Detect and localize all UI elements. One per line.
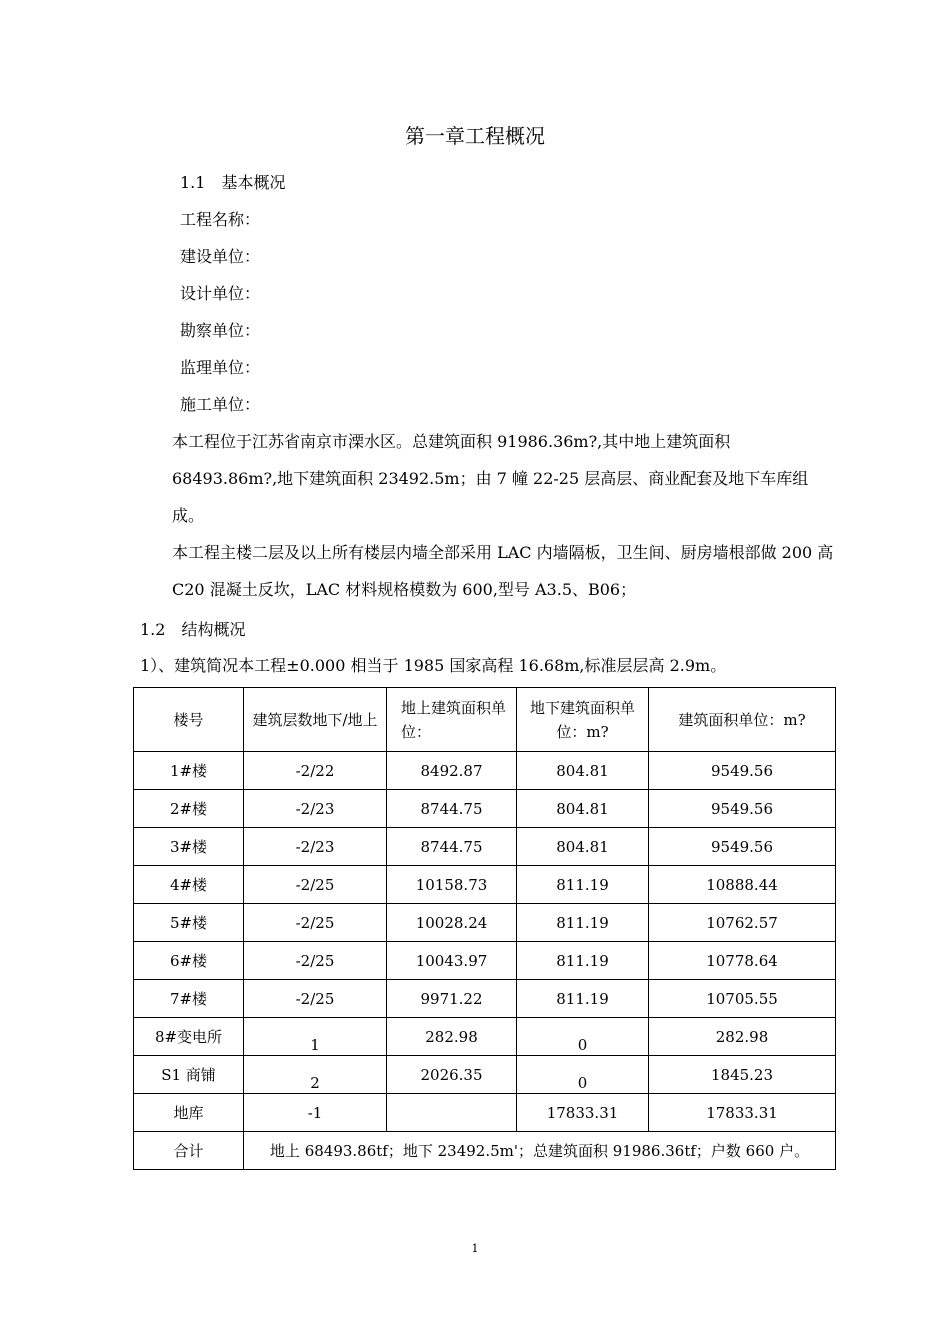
page-title: 第一章工程概况 (405, 124, 545, 148)
table-cell: -2/25 (244, 942, 387, 980)
field-construction-unit: 建设单位： (180, 247, 261, 266)
table-cell (244, 1018, 387, 1056)
header-cell: 楼号 (134, 688, 244, 752)
table-row (134, 866, 836, 904)
table-cell: 2#楼 (134, 790, 244, 828)
field-design-unit: 设计单位： (180, 284, 261, 303)
table-cell: 6#楼 (134, 942, 244, 980)
table-cell: 10705.55 (649, 980, 836, 1018)
paragraph-project-location (140, 423, 840, 534)
table-cell: 282.98 (387, 1018, 517, 1056)
header-cell: 地上建筑面积单位： (387, 688, 517, 752)
table-cell (387, 1094, 517, 1132)
page-number: 1 (471, 1242, 479, 1255)
header-cell: 建筑面积单位：m? (649, 688, 836, 752)
table-cell: 10888.44 (649, 866, 836, 904)
table-cell: 811.19 (517, 980, 649, 1018)
table-cell: -2/25 (244, 904, 387, 942)
table-cell: 9971.22 (387, 980, 517, 1018)
table-cell-value: 1 (310, 1035, 320, 1054)
table-cell: 10043.97 (387, 942, 517, 980)
table-cell (517, 1018, 649, 1056)
table-cell: -1 (244, 1094, 387, 1132)
paragraph-wall-material (140, 534, 840, 608)
table-cell: 811.19 (517, 866, 649, 904)
table-cell: 3#楼 (134, 828, 244, 866)
table-row (134, 752, 836, 790)
building-area-table (133, 687, 836, 1170)
table-cell: 804.81 (517, 752, 649, 790)
table-cell: 10762.57 (649, 904, 836, 942)
table-row (134, 828, 836, 866)
table-cell: -2/22 (244, 752, 387, 790)
table-cell: 9549.56 (649, 790, 836, 828)
table-cell: 811.19 (517, 942, 649, 980)
table-cell: 地库 (134, 1094, 244, 1132)
paragraph-elevation: 1）、建筑简况本工程±0.000 相当于 1985 国家高程 16.68m,标准层层高 2.9m。 (140, 656, 727, 675)
table-row (134, 980, 836, 1018)
table-header-row (134, 688, 836, 752)
field-survey-unit: 勘察单位： (180, 321, 261, 340)
table-row (134, 1094, 836, 1132)
table-cell (517, 1056, 649, 1094)
section-heading-2: 1.2 结构概况 (140, 620, 246, 639)
table-cell: -2/23 (244, 828, 387, 866)
header-cell: 地下建筑面积单位：m? (517, 688, 649, 752)
table-cell: 8744.75 (387, 828, 517, 866)
paragraph-text: 本工程位于江苏省南京市溧水区。总建筑面积 91986.36m?,其中地上建筑面积 68493.86m?,地下建筑面积 23492.5m；由 7 幢 22-25 层高层、商业配套及地下车库组成。 (172, 432, 809, 525)
section-heading-1: 1.1 基本概况 (180, 173, 286, 192)
table-cell: 9549.56 (649, 752, 836, 790)
table-cell (244, 1056, 387, 1094)
table-cell: 804.81 (517, 790, 649, 828)
table-cell: 8#变电所 (134, 1018, 244, 1056)
table-cell: 5#楼 (134, 904, 244, 942)
table-row (134, 942, 836, 980)
table-cell: 8492.87 (387, 752, 517, 790)
table-cell-total-text: 地上 68493.86tf；地下 23492.5m'；总建筑面积 91986.36tf；户数 660 户。 (244, 1132, 836, 1170)
field-contractor-unit: 施工单位： (180, 395, 261, 414)
table-cell: 4#楼 (134, 866, 244, 904)
table-cell: 1845.23 (649, 1056, 836, 1094)
paragraph-text: 本工程主楼二层及以上所有楼层内墙全部采用 LAC 内墙隔板，卫生间、厨房墙根部做 200 高 C20 混凝土反坎，LAC 材料规格模数为 600,型号 A3.5、B06； (172, 543, 834, 599)
table-cell: 17833.31 (649, 1094, 836, 1132)
table-cell: -2/23 (244, 790, 387, 828)
table-row (134, 1056, 836, 1094)
table-cell: 804.81 (517, 828, 649, 866)
table-cell: 8744.75 (387, 790, 517, 828)
table-row (134, 1018, 836, 1056)
field-project-name: 工程名称： (180, 210, 261, 229)
table-cell: 811.19 (517, 904, 649, 942)
table-cell: 10158.73 (387, 866, 517, 904)
table-cell: -2/25 (244, 980, 387, 1018)
table-cell: 10028.24 (387, 904, 517, 942)
table-row (134, 790, 836, 828)
table-cell: 2026.35 (387, 1056, 517, 1094)
table-cell: 282.98 (649, 1018, 836, 1056)
table-row (134, 904, 836, 942)
table-cell: S1 商铺 (134, 1056, 244, 1094)
header-cell: 建筑层数地下/地上 (244, 688, 387, 752)
field-supervision-unit: 监理单位： (180, 358, 261, 377)
table-cell-value: 2 (310, 1073, 320, 1092)
table-cell-value: 0 (577, 1035, 588, 1054)
table-cell-value: 0 (577, 1073, 588, 1092)
table-cell: 7#楼 (134, 980, 244, 1018)
table-cell: 10778.64 (649, 942, 836, 980)
table-cell: 17833.31 (517, 1094, 649, 1132)
table-cell-total-label: 合计 (134, 1132, 244, 1170)
table-cell: -2/25 (244, 866, 387, 904)
table-total-row (134, 1132, 836, 1170)
table-cell: 1#楼 (134, 752, 244, 790)
table-cell: 9549.56 (649, 828, 836, 866)
